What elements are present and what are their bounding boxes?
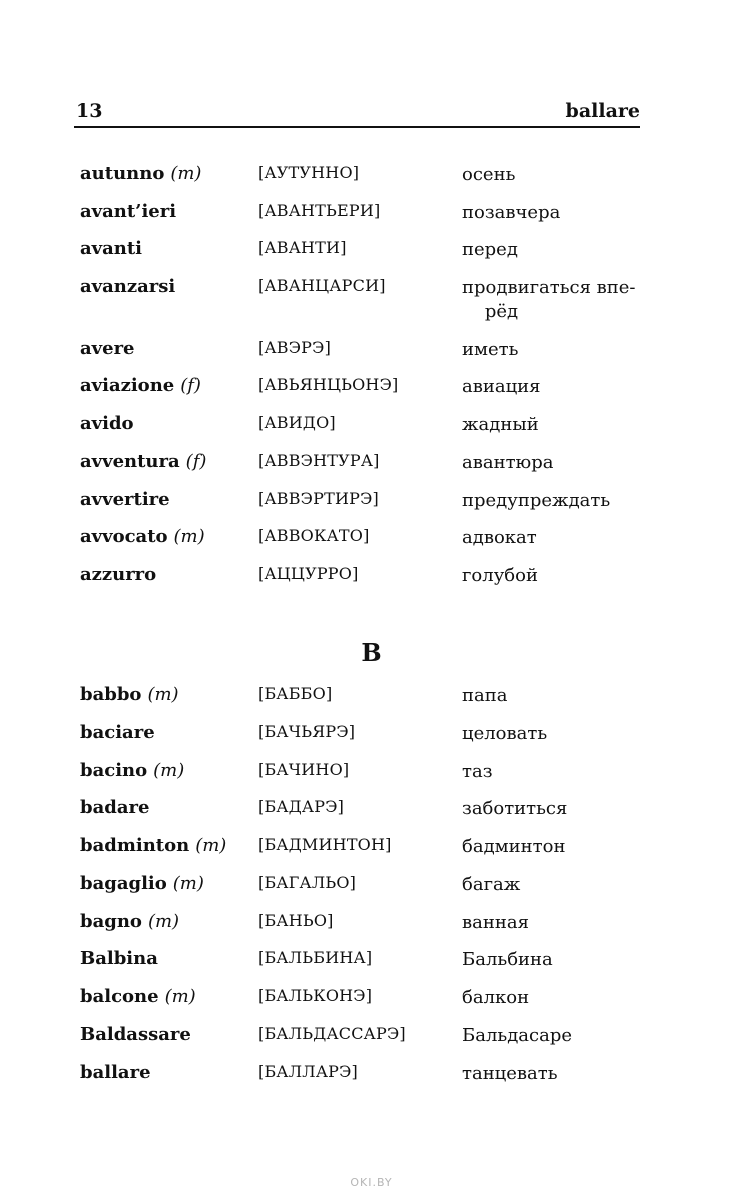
entry-translation: бадминтон <box>462 836 566 857</box>
entry-translation: таз <box>462 761 493 782</box>
entry-word: avanti <box>80 238 143 259</box>
entry-translation: ванная <box>462 912 529 933</box>
entry-gender: (m) <box>147 911 180 932</box>
entry-gender: (f) <box>185 451 207 472</box>
entry-translation: Бальдасаре <box>462 1025 572 1046</box>
entry-translation: голубой <box>462 565 538 586</box>
entry-translation: перед <box>462 239 518 260</box>
entry-word: avventura (f) <box>80 451 207 472</box>
entry-word: Balbina <box>80 948 158 969</box>
entry-translation: заботиться <box>462 798 568 819</box>
entry-gender: (m) <box>153 760 185 781</box>
entry-translation: папа <box>462 685 508 706</box>
entry-pronunciation: [БАДАРЭ] <box>258 797 345 816</box>
entry-word: aviazione (f) <box>80 375 201 396</box>
entry-gender: (m) <box>147 684 179 705</box>
entry-translation: танцевать <box>462 1063 558 1084</box>
entry-translation: балкон <box>462 987 530 1008</box>
entry-word: Baldassare <box>80 1024 191 1045</box>
entry-translation: позавчера <box>462 202 561 223</box>
watermark: OKI.BY <box>350 1176 393 1189</box>
entry-word: badminton (m) <box>80 835 227 856</box>
entry-word: bacino (m) <box>80 760 185 781</box>
entry-word: balcone (m) <box>80 986 196 1007</box>
entry-word: autunno (m) <box>80 163 202 184</box>
entry-word: badare <box>80 797 150 818</box>
page-number: 13 <box>76 100 103 122</box>
entry-pronunciation: [БАЧИНО] <box>258 760 350 779</box>
entry-translation: продвигаться впе- рёд <box>462 277 636 322</box>
entry-pronunciation: [БАЧЬЯРЭ] <box>258 722 356 741</box>
entry-pronunciation: [АЦЦУРРО] <box>258 564 359 583</box>
entry-word: avvertire <box>80 489 170 510</box>
entry-translation: багаж <box>462 874 521 895</box>
entry-pronunciation: [АВАНТЬЕРИ] <box>258 201 381 220</box>
entry-pronunciation: [БАЛЬДАССАРЭ] <box>258 1024 406 1043</box>
entry-gender: (m) <box>172 873 204 894</box>
entry-translation: Бальбина <box>462 949 553 970</box>
entry-word: bagaglio (m) <box>80 873 204 894</box>
entry-pronunciation: [АВИДО] <box>258 413 336 432</box>
entry-pronunciation: [АВВЭРТИРЭ] <box>258 489 379 508</box>
entry-word: avant’ieri <box>80 201 177 222</box>
entry-pronunciation: [АВВЭНТУРА] <box>258 451 380 470</box>
entry-word: avido <box>80 413 134 434</box>
entry-translation: жадный <box>462 414 539 435</box>
entry-pronunciation: [БАЛЬБИНА] <box>258 948 373 967</box>
entry-pronunciation: [БАДМИНТОН] <box>258 835 392 854</box>
entry-pronunciation: [АВВОКАТО] <box>258 526 370 545</box>
running-head: ballare <box>565 100 640 122</box>
entry-pronunciation: [АВЭРЭ] <box>258 338 332 357</box>
entry-translation: адвокат <box>462 527 537 548</box>
entry-gender: (m) <box>164 986 196 1007</box>
entry-translation: целовать <box>462 723 548 744</box>
entry-pronunciation: [АВАНТИ] <box>258 238 347 257</box>
entry-pronunciation: [БАЛЛАРЭ] <box>258 1062 358 1081</box>
entry-translation: иметь <box>462 339 519 360</box>
entry-pronunciation: [БАББО] <box>258 684 333 703</box>
entry-pronunciation: [БАГАЛЬО] <box>258 873 357 892</box>
entry-pronunciation: [БАЛЬКОНЭ] <box>258 986 373 1005</box>
page-header <box>74 96 640 128</box>
entry-word: azzurro <box>80 564 157 585</box>
entry-pronunciation: [АУТУННО] <box>258 163 360 182</box>
entry-gender: (m) <box>173 526 205 547</box>
entry-word: avere <box>80 338 135 359</box>
entry-translation: авантюра <box>462 452 554 473</box>
entry-gender: (m) <box>170 163 202 184</box>
entry-word: avanzarsi <box>80 276 176 297</box>
entry-pronunciation: [АВАНЦАРСИ] <box>258 276 386 295</box>
entry-translation: авиация <box>462 376 541 397</box>
letter-heading: B <box>361 638 382 667</box>
entry-word: baciare <box>80 722 155 743</box>
entry-word: ballare <box>80 1062 151 1083</box>
entry-translation: предупреждать <box>462 490 611 511</box>
entry-gender: (m) <box>195 835 227 856</box>
entry-word: babbo (m) <box>80 684 179 705</box>
entry-word: avvocato (m) <box>80 526 205 547</box>
entry-pronunciation: [АВЬЯНЦЬОНЭ] <box>258 375 399 394</box>
entry-pronunciation: [БАНЬО] <box>258 911 334 930</box>
entry-gender: (f) <box>180 375 201 396</box>
entry-translation: осень <box>462 164 516 185</box>
entry-word: bagno (m) <box>80 911 180 932</box>
